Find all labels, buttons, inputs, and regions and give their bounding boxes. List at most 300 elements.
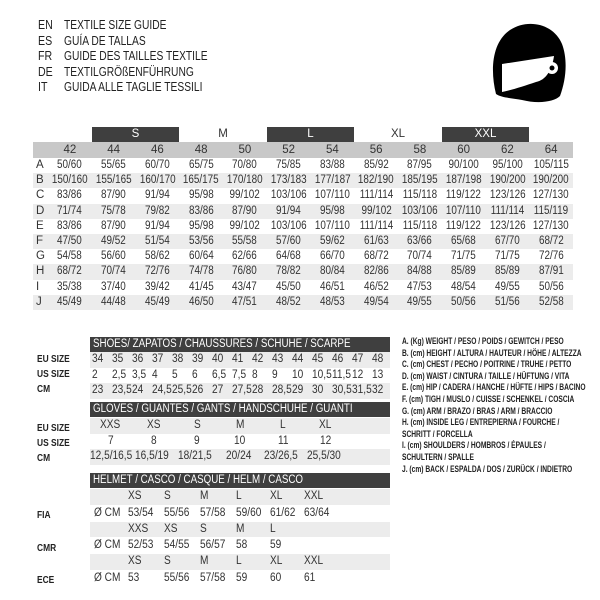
title-text: TEXTILGRÖßENFÜHRUNG (64, 64, 194, 79)
table-cell (311, 188, 355, 203)
table-cell (529, 295, 573, 310)
table-cell (136, 295, 180, 310)
cell-value: 4 (152, 368, 158, 381)
cell-value: 56/60 (101, 250, 127, 263)
table-cell (92, 188, 136, 203)
size-header: 62 (500, 144, 514, 156)
shoes-cell (370, 383, 390, 399)
table-cell (267, 158, 311, 173)
cell-value: 51/54 (144, 234, 170, 247)
table-cell (179, 295, 223, 310)
legend-item (402, 440, 600, 452)
shoes-cell (130, 368, 150, 384)
language-code: EN (38, 18, 53, 32)
table-cell (354, 280, 398, 295)
cell-value: 45 (312, 353, 324, 365)
cell-value: 119/122 (446, 189, 482, 202)
cell-value: 60/70 (144, 159, 170, 171)
helmet-value (304, 505, 340, 522)
shoes-cell (370, 352, 390, 368)
cell-value: 91/94 (144, 219, 170, 232)
legend-item (402, 452, 600, 464)
row-label-text: EU SIZE (37, 422, 70, 434)
cell-value: 63/64 (304, 506, 330, 519)
row-label-text: US SIZE (37, 437, 70, 449)
helmet-size (128, 489, 164, 505)
cell-value: 103/106 (401, 204, 438, 217)
cell-value: 63/66 (407, 234, 433, 247)
cell-value: 107/110 (314, 189, 350, 202)
table-cell (223, 234, 267, 249)
size-band-l: L (267, 127, 355, 142)
unit-cell (90, 537, 128, 554)
table-cell (267, 219, 311, 234)
cell-value: 82/86 (363, 265, 389, 278)
shoes-cell (150, 352, 170, 368)
shoes-cell (250, 383, 270, 399)
legend-text: SCHULTERN / SPALLE (402, 451, 474, 462)
gloves-cell (262, 449, 305, 465)
table-cell (136, 204, 180, 219)
cell-value: 99/102 (229, 219, 261, 232)
table-cell (267, 280, 311, 295)
cell-value: 127/130 (533, 219, 569, 232)
cell-value: 53 (128, 571, 140, 584)
cell-value: 12,5/16,5 (90, 450, 133, 462)
cell-value: 39/42 (144, 280, 170, 293)
table-cell (398, 295, 442, 310)
cell-value: 85/92 (363, 159, 389, 171)
cell-value: 107/110 (314, 219, 350, 232)
language-code: IT (38, 80, 48, 94)
table-cell (223, 173, 267, 188)
table-cell (398, 234, 442, 249)
table-cell (179, 264, 223, 279)
cell-value: 83/86 (57, 219, 83, 232)
size-value: L (236, 555, 242, 567)
helmet-value-row (90, 570, 390, 587)
cell-value: 20/24 (226, 450, 252, 462)
table-cell (486, 249, 530, 264)
helmet-standard-label (37, 574, 59, 586)
table-cell (442, 280, 486, 295)
table-cell (48, 264, 92, 279)
table-cell (48, 280, 92, 295)
cell-value: 68/72 (363, 250, 389, 263)
table-cell (48, 295, 92, 310)
title-text: TEXTILE SIZE GUIDE (64, 18, 167, 32)
shoes-cell (210, 368, 230, 384)
table-cell (48, 234, 92, 249)
table-cell (529, 173, 573, 188)
row-label: I (36, 280, 40, 293)
legend-text: I. (cm) SHOULDERS / HOMBROS / ÉPAULES / (402, 440, 546, 451)
cell-value: 35 (112, 353, 124, 365)
cell-value: 57/58 (200, 571, 226, 584)
gloves-cell (176, 418, 219, 434)
unit-cell (90, 570, 128, 587)
table-row (33, 158, 573, 173)
shoes-table (90, 352, 390, 399)
table-cell (223, 249, 267, 264)
row-label-text: FIA (37, 509, 51, 521)
row-label: C (36, 189, 45, 202)
table-cell (398, 204, 442, 219)
cell-value: 58/62 (144, 250, 170, 263)
cell-value: 30 (312, 384, 324, 396)
title-row (38, 49, 239, 65)
title-text: GUÍA DE TALLAS (64, 33, 146, 48)
cell-value: 72/76 (538, 250, 564, 263)
shoes-cell (330, 352, 350, 368)
table-cell (267, 234, 311, 249)
cell-value: 32 (372, 384, 384, 396)
helmet-size (270, 554, 304, 570)
cell-value: 87/91 (538, 265, 564, 278)
row-label-text: CMR (37, 541, 57, 554)
table-cell (267, 204, 311, 219)
unit-label: Ø CM (94, 539, 121, 551)
shoes-cell (130, 352, 150, 368)
cell-value: 46/51 (319, 280, 345, 293)
legend-item (402, 336, 600, 348)
cell-value: 70/74 (101, 265, 127, 278)
shoes-cell (350, 368, 370, 384)
cell-value: 61/62 (270, 506, 296, 519)
legend-item (402, 348, 600, 360)
table-cell (267, 173, 311, 188)
cell-value: 41/45 (188, 280, 214, 293)
helmet-icon (488, 20, 568, 106)
cell-value: 13 (372, 368, 384, 381)
cell-value: 51/56 (494, 295, 520, 308)
spacer (48, 127, 92, 142)
legend-text: C. (cm) CHEST / PECHO / POITRINE / TRUHE / PETTO (402, 359, 572, 370)
table-cell (136, 234, 180, 249)
cell-value: 30,5 (332, 384, 352, 396)
table-cell (311, 158, 355, 173)
shoes-cell (90, 368, 110, 384)
row-label-text: EU SIZE (37, 353, 70, 365)
cell-value: 70/80 (232, 159, 258, 171)
cell-value: 39 (192, 353, 204, 365)
gloves-cell (305, 449, 348, 465)
table-cell (354, 264, 398, 279)
cell-value: 11,5 (332, 368, 351, 381)
size-value: M (236, 522, 245, 535)
cell-value: 10 (292, 368, 304, 381)
gloves-cell (262, 418, 305, 434)
cell-value: 71/75 (451, 250, 477, 263)
legend-item (402, 417, 600, 429)
table-cell (223, 295, 267, 310)
cell-value: XL (319, 419, 332, 431)
cell-value: 43 (272, 353, 284, 365)
cell-value: 123/126 (489, 189, 526, 202)
cell-value: 107/110 (446, 204, 482, 217)
table-cell (48, 188, 92, 203)
helmet-value (128, 570, 164, 587)
title-row (38, 80, 239, 96)
legend-text: G. (cm) ARM / BRAZO / BRAS / ARM / BRACCIO (402, 405, 553, 416)
cell-value: 90/100 (448, 159, 479, 171)
cell-value: 35/38 (57, 280, 83, 293)
cell-value: 78/82 (276, 265, 302, 278)
shoes-cell (210, 383, 230, 399)
cell-value: 68/72 (538, 234, 564, 247)
legend-item (402, 371, 600, 383)
shoes-cell (90, 383, 110, 399)
helmet-value (164, 505, 200, 522)
helmet-size (236, 489, 270, 505)
cell-value: 52/58 (538, 295, 564, 308)
cell-value: 2,5 (112, 368, 127, 381)
helmet-value-row (90, 537, 390, 554)
shoes-cell (190, 383, 210, 399)
size-value: S (200, 522, 207, 535)
cell-value: 47/51 (232, 295, 258, 308)
helmet-size (200, 554, 236, 570)
cell-value: 50/60 (57, 159, 83, 171)
cell-value: 57/58 (200, 506, 226, 519)
cell-value: 87/90 (101, 219, 127, 232)
shoes-cell (270, 383, 290, 399)
gloves-cell (133, 449, 176, 465)
helmet-size (270, 489, 304, 505)
cell-value: 7 (108, 434, 114, 447)
row-label: D (36, 204, 45, 217)
legend-text: J. (cm) BACK / ESPALDA / DOS / ZURÜCK / INDIETRO (402, 463, 573, 474)
table-row (33, 219, 573, 234)
table-cell (442, 158, 486, 173)
title-text: GUIDE DES TAILLES TEXTILE (64, 49, 208, 63)
shoes-row (90, 352, 390, 368)
row-label (37, 437, 78, 449)
table-cell (529, 188, 573, 203)
table-cell (48, 158, 92, 173)
table-cell (486, 173, 530, 188)
size-value: XS (128, 555, 142, 567)
cell-value: 111/114 (490, 204, 525, 217)
cell-value: 43/47 (232, 280, 258, 293)
gloves-table (90, 418, 390, 465)
table-cell (311, 264, 355, 279)
cell-value: 31,5 (352, 384, 372, 396)
row-label: E (36, 219, 44, 232)
cell-value: 54/58 (57, 250, 83, 263)
table-cell (267, 249, 311, 264)
shoes-cell (110, 383, 130, 399)
cell-value: 6,5 (212, 368, 227, 381)
table-cell (179, 188, 223, 203)
legend-item (402, 406, 600, 418)
cell-value: 165/175 (183, 174, 219, 187)
size-header: 58 (413, 144, 427, 156)
cell-value: 37/40 (101, 280, 127, 293)
spacer (33, 127, 48, 142)
row-label: H (36, 265, 45, 278)
cell-value: 74/78 (188, 265, 214, 278)
row-label (37, 353, 78, 365)
textile-size-table (33, 127, 573, 310)
table-cell (398, 158, 442, 173)
helmet-value (164, 570, 200, 587)
table-cell (267, 264, 311, 279)
cell-value: 45/49 (57, 295, 83, 308)
helmet-size (236, 522, 270, 538)
gloves-cell (219, 418, 262, 434)
measurement-legend (402, 336, 600, 475)
size-value: XXL (304, 490, 324, 502)
cell-value: 47/50 (57, 234, 83, 247)
table-cell (311, 173, 355, 188)
gloves-cell (176, 449, 219, 465)
shoes-row (90, 368, 390, 384)
size-value: XXS (128, 522, 149, 535)
shoes-header: SHOES/ ZAPATOS / CHAUSSURES / SCHUHE / SCARPE (90, 337, 390, 352)
cell-value: 23/26,5 (264, 450, 299, 462)
cell-value: 75/85 (276, 159, 302, 171)
unit-cell (90, 505, 128, 522)
table-cell (442, 249, 486, 264)
table-cell (92, 173, 136, 188)
helmet-value (128, 505, 164, 522)
helmet-size (164, 489, 200, 505)
table-cell (486, 204, 530, 219)
cell-value: 23,5 (112, 384, 132, 396)
helmet-size-row (90, 554, 390, 570)
language-code: ES (38, 33, 53, 48)
size-value: XS (128, 490, 142, 502)
size-header: 44 (107, 144, 121, 156)
helmet-header: HELMET / CASCO / CASQUE / HELM / CASCO (90, 473, 390, 488)
cell-value: 60/64 (188, 250, 214, 263)
legend-text: A. (Kg) WEIGHT / PESO / POIDS / GEWITCH / PESO (402, 336, 564, 346)
cell-value: 55/65 (101, 159, 127, 171)
legend-text: B. (cm) HEIGHT / ALTURA / HAUTEUR / HÖHE / ALTEZZA (402, 347, 582, 358)
helmet-value (270, 570, 304, 587)
helmet-standard-label (37, 542, 61, 554)
size-header: 56 (369, 144, 383, 156)
table-cell (354, 249, 398, 264)
shoes-cell (250, 352, 270, 368)
cell-value: 53/54 (128, 506, 154, 519)
legend-text: F. (cm) TIGH / MUSLO / CUISSE / SCHENKEL / COSCIA (402, 393, 575, 404)
cell-value: 12 (352, 368, 364, 381)
gloves-cell (262, 434, 305, 450)
row-label: G (36, 250, 45, 263)
shoes-cell (370, 368, 390, 384)
cell-value: 150/160 (51, 174, 88, 187)
cell-value: 25,5 (172, 384, 192, 396)
table-cell (529, 158, 573, 173)
cell-value: 85/89 (451, 265, 477, 278)
cell-value: 61 (304, 571, 316, 584)
cell-value: 40 (212, 353, 224, 365)
size-header: 42 (63, 144, 77, 156)
row-label (37, 383, 53, 395)
helmet-size (200, 489, 236, 505)
cell-value: M (235, 419, 245, 431)
title-text: GUIDA ALLE TAGLIE TESSILI (64, 80, 203, 94)
table-cell (486, 295, 530, 310)
cell-value: 95/98 (319, 204, 345, 217)
size-value: S (164, 490, 171, 502)
size-value: XL (270, 490, 283, 502)
gloves-cell (133, 434, 176, 450)
table-cell (529, 280, 573, 295)
table-cell (442, 173, 486, 188)
row-label-text: CM (37, 383, 51, 395)
helmet-value (236, 537, 270, 554)
cell-value: 95/98 (188, 189, 214, 202)
cell-value: 54/55 (164, 539, 190, 551)
cell-value: 95/100 (492, 159, 523, 171)
shoes-cell (210, 352, 230, 368)
shoes-cell (170, 383, 190, 399)
cell-value: 59 (236, 571, 248, 584)
cell-value: 48/52 (276, 295, 302, 308)
table-cell (92, 264, 136, 279)
cell-value: 48 (372, 353, 384, 365)
cell-value: 46/52 (363, 280, 389, 293)
helmet-size (304, 554, 340, 570)
gloves-row (90, 449, 390, 465)
cell-value: 29 (292, 384, 304, 396)
table-cell (354, 158, 398, 173)
cell-value: 173/183 (270, 174, 307, 187)
size-value: M (200, 490, 209, 502)
helmet-size (236, 554, 270, 570)
unit-label: Ø CM (94, 506, 121, 519)
shoes-cell (250, 368, 270, 384)
helmet-standard-label (37, 509, 54, 521)
size-band-xl: XL (390, 128, 406, 140)
helmet-size-row (90, 489, 390, 505)
table-cell (267, 188, 311, 203)
table-cell (136, 264, 180, 279)
table-cell (92, 158, 136, 173)
table-cell (136, 249, 180, 264)
gloves-cell (90, 418, 133, 434)
shoes-cell (290, 352, 310, 368)
table-cell (354, 173, 398, 188)
size-value: L (270, 522, 276, 535)
title-row (38, 65, 239, 81)
helmet-size (128, 522, 164, 538)
cell-value: 177/187 (314, 174, 351, 187)
cell-value: 61/63 (363, 234, 389, 247)
table-cell (529, 204, 573, 219)
table-cell (223, 264, 267, 279)
cell-value: 95/98 (188, 219, 214, 232)
helmet-value (304, 537, 340, 554)
shoes-cell (310, 383, 330, 399)
row-label-text: ECE (37, 574, 55, 586)
cell-value: 9 (272, 368, 278, 381)
helmet-value (200, 505, 236, 522)
table-cell (267, 295, 311, 310)
cell-value: 190/200 (489, 174, 526, 187)
table-row (33, 188, 573, 203)
cell-value: 105/115 (533, 159, 569, 171)
cell-value: 45/50 (276, 280, 302, 293)
table-cell (529, 234, 573, 249)
cell-value: 38 (172, 353, 184, 365)
helmet-size (164, 522, 200, 538)
helmet-value (304, 570, 340, 587)
table-cell (398, 280, 442, 295)
